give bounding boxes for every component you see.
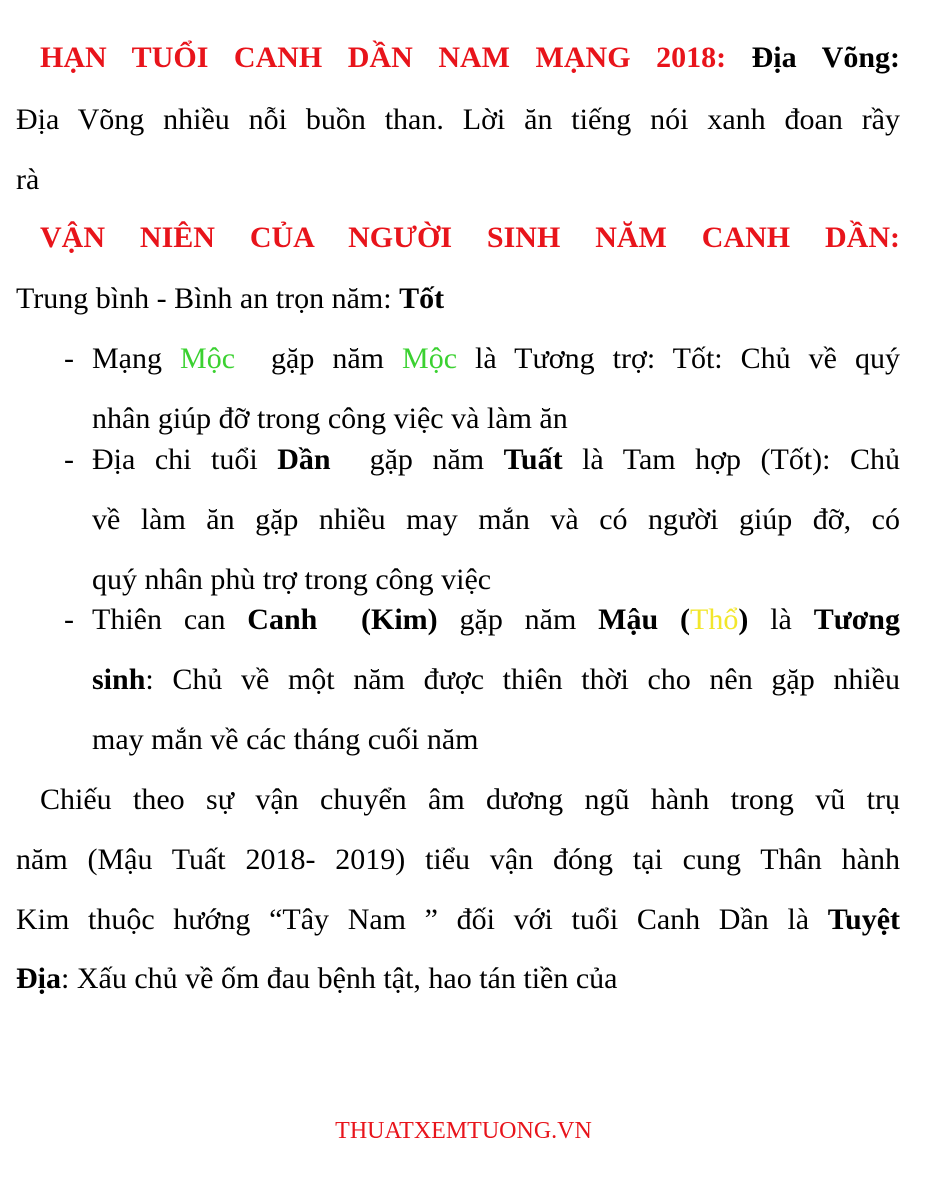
paragraph-line-4 (16, 959, 900, 999)
heading-line-1 (40, 38, 900, 78)
bullet-1-text: Mạng (92, 342, 181, 375)
bullet-marker-1: - (64, 342, 74, 375)
bullet-3-text: Thiên can (92, 603, 248, 636)
bullet-3-text: : Chủ về một năm được thiên thời cho nên gặp nhiều (145, 663, 900, 696)
bullet-1-text: là Tương trợ: Tốt: Chủ về quý (457, 342, 900, 375)
keyword-tuong: Tương (813, 603, 900, 636)
paragraph-line-1: Chiếu theo sự vận chuyển âm dương ngũ hành trong vũ trụ (40, 783, 900, 816)
bullet-marker-2: - (64, 443, 74, 476)
keyword-canh-kim: Canh (Kim) (247, 603, 438, 636)
element-tho: Thổ (690, 603, 739, 636)
bullet-2-text: Địa chi tuổi (92, 443, 278, 476)
keyword-paren: ) (738, 603, 749, 636)
keyword-dan: Dần (277, 443, 331, 476)
summary-text: Trung bình - Bình an trọn năm: (16, 282, 400, 315)
keyword-tuyet: Tuyệt (827, 903, 900, 936)
bullet-3-line-1 (92, 600, 900, 640)
element-moc: Mộc (402, 342, 458, 375)
yearly-summary (16, 279, 900, 319)
paragraph-line-2: năm (Mậu Tuất 2018- 2019) tiểu vận đóng tại cung Thân hành (16, 843, 900, 876)
bullet-2-line-2: về làm ăn gặp nhiều may mắn và có người giúp đỡ, có (92, 503, 900, 536)
keyword-tuat: Tuất (503, 443, 563, 476)
heading-title-2: VẬN NIÊN CỦA NGƯỜI SINH NĂM CANH DẦN: (40, 221, 900, 254)
element-moc: Mộc (180, 342, 236, 375)
bullet-3-text: gặp năm (437, 603, 599, 636)
bullet-2-line-3: quý nhân phù trợ trong công việc (92, 563, 492, 596)
keyword-sinh: sinh (92, 663, 146, 696)
paragraph-text: Kim thuộc hướng “Tây Nam ” đối với tuổi Canh Dần là (16, 903, 828, 936)
bullet-marker-3: - (64, 603, 74, 636)
site-footer: THUATXEMTUONG.VN (335, 1118, 592, 1144)
star-name: Địa Võng: (751, 41, 900, 74)
heading-1-description: Địa Võng nhiều nỗi buồn than. Lời ăn tiếng nói xanh đoan rầy (16, 103, 900, 136)
bullet-2-text: gặp năm (330, 443, 504, 476)
bullet-3-line-3: may mắn về các tháng cuối năm (92, 723, 479, 756)
keyword-mau: Mậu ( (598, 603, 691, 636)
bullet-2-line-1 (92, 440, 900, 480)
bullet-1-line-1 (92, 339, 900, 379)
paragraph-line-3 (16, 900, 900, 940)
heading-title-1: HẠN TUỔI CANH DẦN NAM MẠNG 2018: (40, 41, 727, 74)
bullet-2-text: là Tam hợp (Tốt): Chủ (562, 443, 901, 476)
bullet-1-text: gặp năm (235, 342, 403, 375)
bullet-3-text: là (748, 603, 814, 636)
heading-1-description-cont: rà (16, 163, 40, 196)
bullet-3-line-2 (92, 660, 900, 700)
summary-rating: Tốt (399, 282, 445, 315)
keyword-dia: Địa (16, 962, 61, 995)
paragraph-text: : Xấu chủ về ốm đau bệnh tật, hao tán tiền của (61, 962, 618, 995)
bullet-1-line-2: nhân giúp đỡ trong công việc và làm ăn (92, 402, 568, 435)
